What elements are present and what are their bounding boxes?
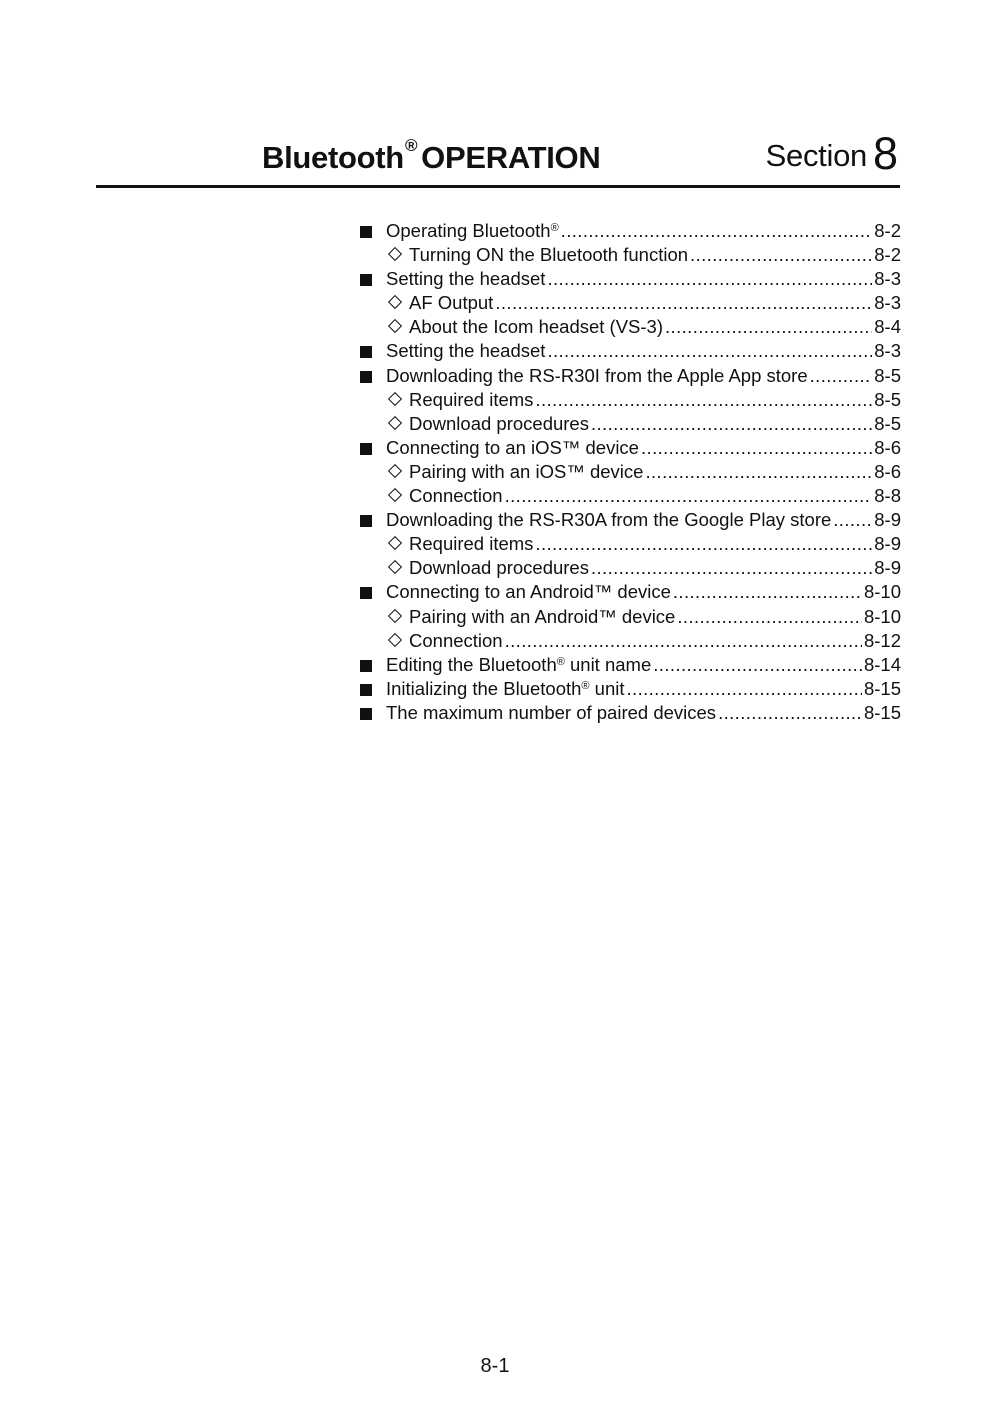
dot-leader (505, 484, 873, 508)
hollow-diamond-bullet-icon (388, 416, 402, 430)
toc-page-number: 8-10 (863, 605, 901, 627)
toc-entry-label (386, 219, 559, 243)
section-header (96, 128, 900, 188)
toc-subentry[interactable] (360, 315, 901, 339)
registered-mark: ® (550, 222, 559, 234)
toc-entry-text: Editing the Bluetooth (386, 653, 557, 675)
toc-entry-label (386, 364, 808, 388)
toc-subentry[interactable] (360, 532, 901, 556)
toc-page-number: 8-14 (863, 653, 901, 675)
filled-square-bullet-icon (360, 515, 372, 527)
toc-page-number: 8-2 (874, 220, 901, 241)
toc-entry[interactable] (360, 364, 901, 388)
toc-page-number: 8-9 (874, 557, 901, 579)
hollow-diamond-bullet-icon (388, 319, 402, 333)
toc-entry-text: Pairing with an iOS™ device (409, 460, 644, 482)
toc-entry[interactable] (360, 701, 901, 725)
footer-page-number: 8-1 (480, 1355, 510, 1377)
toc-entry-text: The maximum number of paired devices (386, 701, 717, 723)
toc-page-number: 8-3 (874, 340, 901, 362)
toc-entry-label (409, 460, 643, 484)
section-label (766, 128, 898, 180)
toc-page-number: 8-6 (874, 460, 901, 482)
dot-leader (591, 556, 872, 580)
section-word: Section (765, 138, 867, 173)
toc-entry-label (386, 436, 639, 460)
title-main: Bluetooth (262, 140, 404, 175)
filled-square-bullet-icon (360, 346, 372, 358)
toc-subentry[interactable] (360, 605, 901, 629)
toc-page-number: 8-15 (863, 677, 901, 699)
toc-subentry[interactable] (360, 556, 901, 580)
hollow-diamond-bullet-icon (388, 464, 402, 478)
toc-entry-label (409, 605, 675, 629)
toc-entry-text: Operating Bluetooth (386, 220, 551, 241)
filled-square-bullet-icon (360, 274, 372, 286)
hollow-diamond-bullet-icon (388, 247, 402, 261)
toc-entry-label (409, 243, 688, 267)
toc-subentry[interactable] (360, 460, 901, 484)
dot-leader (591, 412, 872, 436)
toc-page-number: 8-6 (874, 436, 901, 458)
filled-square-bullet-icon (360, 587, 372, 599)
toc-entry-text: About the Icom headset (VS-3) (409, 316, 663, 338)
toc-entry-label (386, 267, 545, 291)
toc-entry-label (386, 701, 716, 725)
toc-page-number: 8-12 (863, 629, 901, 651)
toc-entry-text-continued: unit name (564, 653, 652, 675)
toc-entry-text: Download procedures (409, 412, 589, 434)
toc-page-number: 8-2 (874, 244, 901, 266)
registered-mark: ® (556, 655, 565, 668)
toc-page-number: 8-15 (863, 701, 901, 723)
toc-entry-text: AF Output (409, 292, 494, 314)
filled-square-bullet-icon (360, 371, 372, 383)
toc-page-number: 8-3 (874, 292, 901, 314)
toc-entry-text: Connection (409, 485, 503, 507)
toc-page-number: 8-8 (874, 485, 901, 507)
toc-entry-text: Setting the headset (386, 268, 546, 290)
toc-entry-text: Connecting to an Android™ device (386, 581, 671, 603)
toc-entry-text: Download procedures (409, 557, 589, 579)
toc-entry-text: Turning ON the Bluetooth function (409, 244, 689, 266)
toc-entry[interactable] (360, 677, 901, 701)
header-divider (96, 185, 900, 188)
toc-entry[interactable] (360, 339, 901, 363)
toc-subentry[interactable] (360, 484, 901, 508)
toc-entry-text: Initializing the Bluetooth (386, 677, 582, 699)
toc-entry[interactable] (360, 653, 901, 677)
hollow-diamond-bullet-icon (388, 608, 402, 622)
toc-entry-label (386, 339, 545, 363)
toc-subentry[interactable] (360, 291, 901, 315)
registered-mark: ® (404, 136, 418, 155)
page-title (262, 136, 601, 176)
dot-leader (535, 388, 872, 412)
toc-entry-text: Connection (409, 629, 503, 651)
toc-entry-label (409, 291, 493, 315)
dot-leader (690, 243, 872, 267)
dot-leader (810, 364, 873, 388)
hollow-diamond-bullet-icon (388, 560, 402, 574)
toc-entry-label (409, 629, 503, 653)
toc-entry-text: Downloading the RS-R30I from the Apple App store (386, 364, 808, 386)
dot-leader (561, 219, 873, 243)
dot-leader (645, 460, 872, 484)
dot-leader (505, 629, 862, 653)
dot-leader (547, 339, 872, 363)
dot-leader (547, 267, 872, 291)
filled-square-bullet-icon (360, 443, 372, 455)
dot-leader (718, 701, 862, 725)
dot-leader (626, 677, 861, 701)
hollow-diamond-bullet-icon (388, 392, 402, 406)
toc-entry-label (409, 556, 589, 580)
toc-subentry[interactable] (360, 629, 901, 653)
toc-entry-text: Pairing with an Android™ device (409, 605, 676, 627)
toc-entry[interactable] (360, 219, 901, 243)
toc-entry-label (386, 653, 651, 677)
toc-page-number: 8-10 (863, 581, 901, 603)
dot-leader (495, 291, 872, 315)
hollow-diamond-bullet-icon (388, 488, 402, 502)
dot-leader (535, 532, 872, 556)
toc-entry-text: Required items (409, 388, 534, 410)
dot-leader (673, 580, 862, 604)
toc-entry[interactable] (360, 267, 901, 291)
toc-page-number: 8-4 (874, 316, 901, 338)
toc-entry-text: Setting the headset (386, 340, 546, 362)
toc-subentry[interactable] (360, 412, 901, 436)
toc-entry-label (409, 315, 663, 339)
toc-page-number: 8-5 (874, 388, 901, 410)
dot-leader (833, 508, 872, 532)
toc-page-number: 8-9 (874, 509, 901, 531)
registered-mark: ® (581, 679, 590, 692)
table-of-contents (360, 219, 901, 725)
toc-page-number: 8-5 (874, 412, 901, 434)
toc-entry-label (386, 508, 831, 532)
hollow-diamond-bullet-icon (388, 633, 402, 647)
dot-leader (677, 605, 862, 629)
toc-subentry[interactable] (360, 243, 901, 267)
toc-entry[interactable] (360, 580, 901, 604)
toc-entry[interactable] (360, 436, 901, 460)
dot-leader (641, 436, 872, 460)
toc-page-number: 8-3 (874, 268, 901, 290)
hollow-diamond-bullet-icon (388, 536, 402, 550)
toc-page-number: 8-5 (874, 364, 901, 386)
toc-entry-label (409, 388, 533, 412)
title-rest: OPERATION (421, 140, 601, 175)
toc-entry-text: Connecting to an iOS™ device (386, 436, 639, 458)
toc-entry-label (409, 532, 533, 556)
filled-square-bullet-icon (360, 660, 372, 672)
dot-leader (665, 315, 872, 339)
toc-entry-label (386, 677, 624, 701)
section-number: 8 (872, 128, 898, 179)
toc-entry-label (386, 580, 671, 604)
toc-page-number: 8-9 (874, 533, 901, 555)
toc-entry[interactable] (360, 508, 901, 532)
filled-square-bullet-icon (360, 684, 372, 696)
toc-entry-label (409, 412, 589, 436)
toc-subentry[interactable] (360, 388, 901, 412)
filled-square-bullet-icon (360, 708, 372, 720)
toc-entry-text: Required items (409, 533, 534, 555)
toc-entry-text: Downloading the RS-R30A from the Google Play store (386, 509, 832, 531)
toc-entry-label (409, 484, 503, 508)
hollow-diamond-bullet-icon (388, 295, 402, 309)
dot-leader (653, 653, 862, 677)
toc-entry-text-continued: unit (589, 677, 625, 699)
filled-square-bullet-icon (360, 226, 372, 238)
